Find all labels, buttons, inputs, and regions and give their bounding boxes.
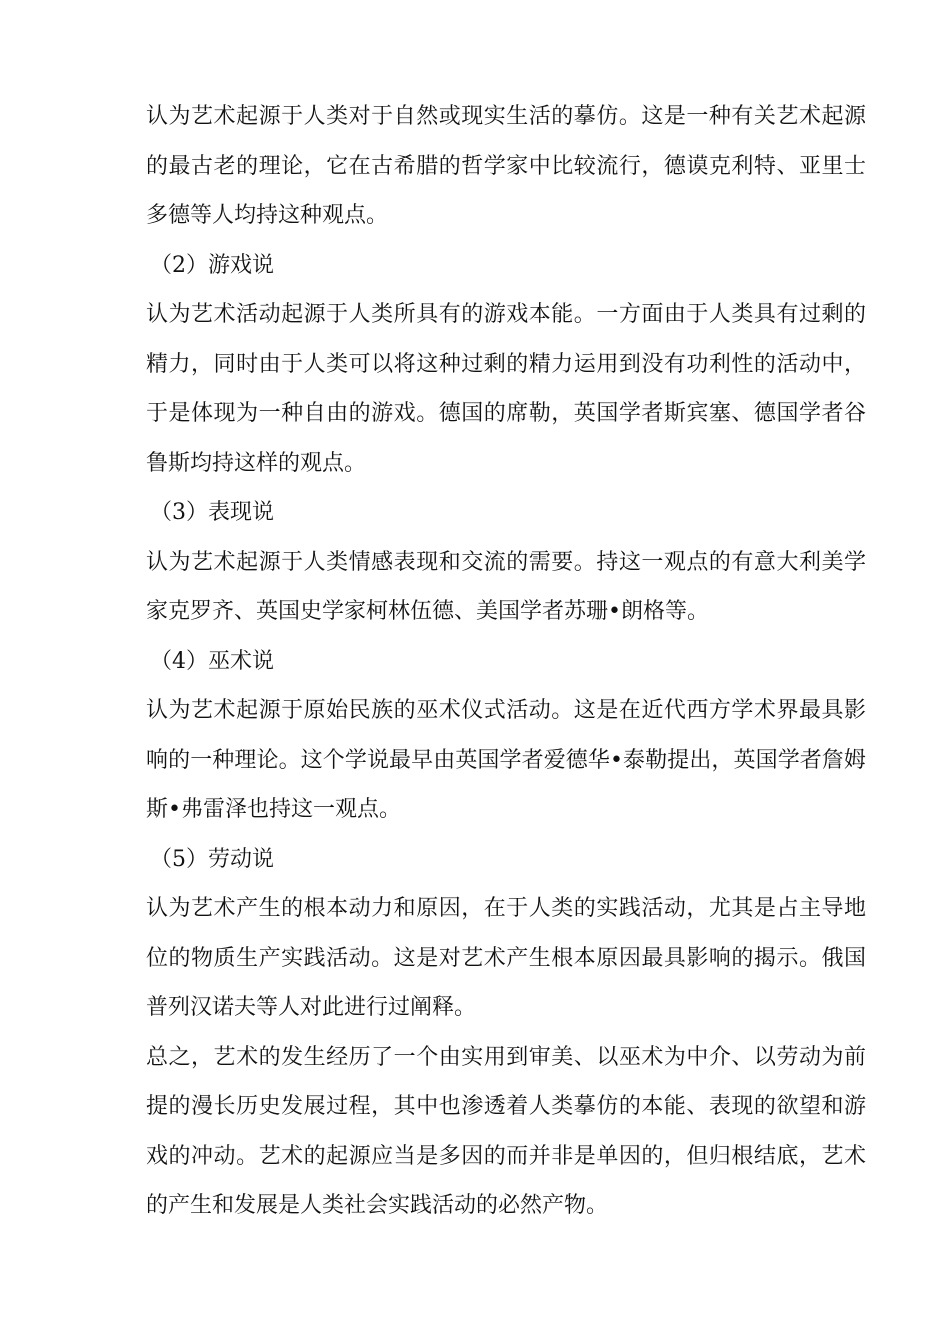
heading-labor-theory: （5）劳动说 bbox=[150, 846, 274, 872]
paragraph-play-theory: 认为艺术活动起源于人类所具有的游戏本能。一方面由于人类具有过剩的精力，同时由于人类可以将这种过剩的精力运用到没有功利性的活动中，于是体现为一种自由的游戏。德国的席勒，英国学者斯宾塞、德国学者谷鲁斯均持这样的观点。 bbox=[146, 302, 866, 476]
paragraph-conclusion: 总之，艺术的发生经历了一个由实用到审美、以巫术为中介、以劳动为前提的漫长历史发展过程，其中也渗透着人类摹仿的本能、表现的欲望和游戏的冲动。艺术的起源应当是多因的而并非是单因的，但归根结底，艺术的产生和发展是人类社会实践活动的必然产物。 bbox=[146, 1044, 866, 1218]
heading-play-theory: （2）游戏说 bbox=[150, 252, 274, 278]
heading-magic-theory: （4）巫术说 bbox=[150, 648, 274, 674]
paragraph-imitation-theory: 认为艺术起源于人类对于自然或现实生活的摹仿。这是一种有关艺术起源的最古老的理论，它在古希腊的哲学家中比较流行，德谟克利特、亚里士多德等人均持这种观点。 bbox=[146, 104, 866, 228]
document-body bbox=[146, 92, 866, 1231]
paragraph-magic-theory: 认为艺术起源于原始民族的巫术仪式活动。这是在近代西方学术界最具影响的一种理论。这个学说最早由英国学者爱德华•泰勒提出，英国学者詹姆斯•弗雷泽也持这一观点。 bbox=[146, 698, 866, 822]
heading-expression-theory: （3）表现说 bbox=[150, 500, 274, 525]
paragraph-expression-theory: 认为艺术起源于人类情感表现和交流的需要。持这一观点的有意大利美学家克罗齐、英国史学家柯林伍德、美国学者苏珊•朗格等。 bbox=[146, 549, 866, 624]
paragraph-labor-theory: 认为艺术产生的根本动力和原因，在于人类的实践活动，尤其是占主导地位的物质生产实践活动。这是对艺术产生根本原因最具影响的揭示。俄国普列汉诺夫等人对此进行过阐释。 bbox=[146, 896, 866, 1020]
